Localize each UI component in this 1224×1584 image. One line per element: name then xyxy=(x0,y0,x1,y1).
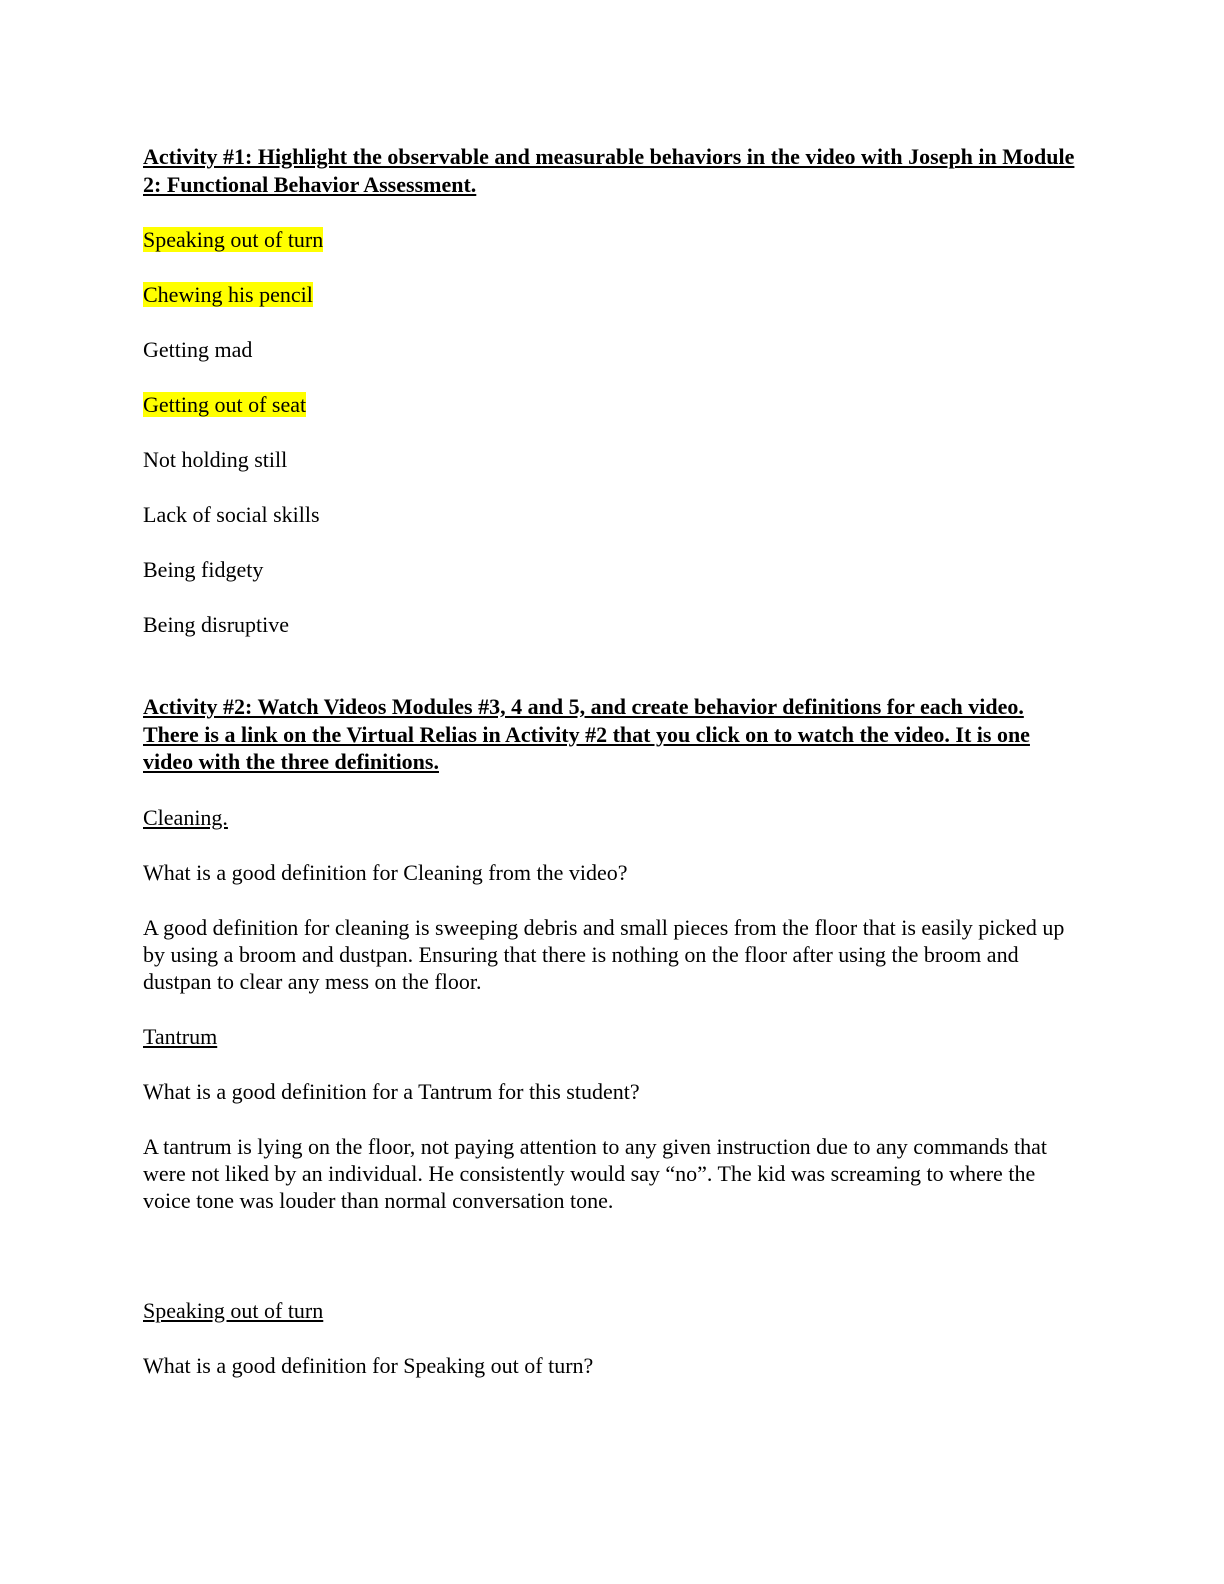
behavior-text-highlighted: Getting out of seat xyxy=(143,392,307,417)
section-title-tantrum xyxy=(143,1023,1078,1050)
section-title-text: Tantrum xyxy=(143,1023,218,1049)
behavior-text: Being fidgety xyxy=(143,557,264,582)
behavior-text-highlighted: Speaking out of turn xyxy=(143,227,324,252)
behavior-item xyxy=(143,391,1078,418)
behavior-item xyxy=(143,611,1078,638)
section-title-text: Speaking out of turn xyxy=(143,1297,324,1323)
section-title-cleaning xyxy=(143,804,1078,831)
section-title-text: Cleaning. xyxy=(143,804,228,830)
activity2-heading: Activity #2: Watch Videos Modules #3, 4 and 5, and create behavior definitions for each video. There is a link on the Virtual Relias in Activity #2 that you click on to watch the video. It is one video with the three definitions. xyxy=(143,694,1030,774)
behavior-text: Being disruptive xyxy=(143,612,290,637)
behavior-item xyxy=(143,556,1078,583)
behavior-item xyxy=(143,446,1078,473)
behavior-item xyxy=(143,501,1078,528)
section-answer-tantrum: A tantrum is lying on the floor, not paying attention to any given instruction due to any commands that were not liked by an individual. He consistently would say “no”. The kid was screaming to where the voice tone was louder than normal conversation tone. xyxy=(143,1133,1048,1213)
section-title-speaking-out-of-turn xyxy=(143,1297,1078,1324)
activity1-heading: Activity #1: Highlight the observable and measurable behaviors in the video with Joseph in Module 2: Functional Behavior Assessment. xyxy=(143,144,1075,197)
section-question-speaking-out-of-turn: What is a good definition for Speaking out of turn? xyxy=(143,1352,594,1378)
behavior-text: Not holding still xyxy=(143,447,288,472)
behavior-item xyxy=(143,281,1078,308)
behavior-item xyxy=(143,336,1078,363)
behavior-text: Lack of social skills xyxy=(143,502,320,527)
behavior-text-highlighted: Chewing his pencil xyxy=(143,282,313,307)
behavior-item xyxy=(143,226,1078,253)
document-body xyxy=(143,143,1078,1379)
section-answer-cleaning: A good definition for cleaning is sweeping debris and small pieces from the floor that is easily picked up by using a broom and dustpan. Ensuring that there is nothing on the floor after using the broom and dustpan to clear any mess on the floor. xyxy=(143,914,1065,994)
section-question-cleaning: What is a good definition for Cleaning from the video? xyxy=(143,859,628,885)
behavior-text: Getting mad xyxy=(143,337,253,362)
section-question-tantrum: What is a good definition for a Tantrum for this student? xyxy=(143,1078,640,1104)
